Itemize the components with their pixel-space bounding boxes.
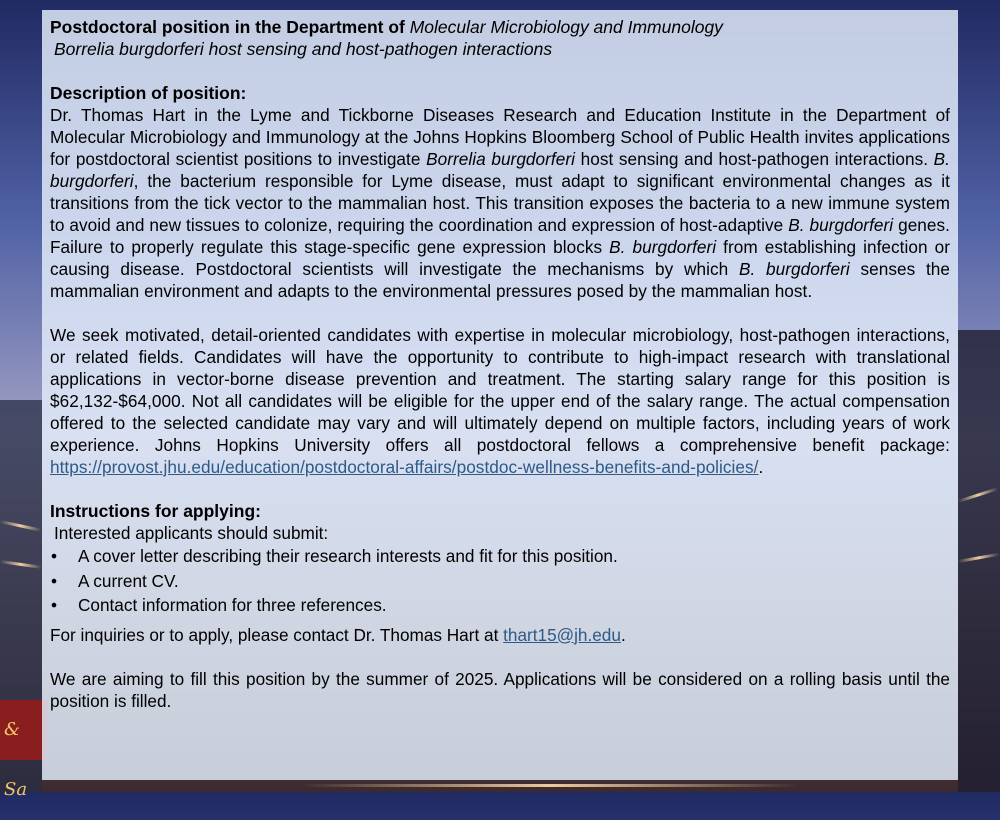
species-name: B. burgdorferi xyxy=(609,237,717,257)
closing-paragraph: We are aiming to fill this position by the summer of 2025. Applications will be considered on a rolling basis until the position is filled. xyxy=(50,668,950,711)
contact-email-link[interactable]: thart15@jh.edu xyxy=(503,624,621,645)
description-paragraph xyxy=(50,104,950,302)
contact-line: For inquiries or to apply, please contact Dr. Thomas Hart at thart15@jh.edu. xyxy=(50,624,626,645)
species-name: B. burgdorferi xyxy=(738,259,850,279)
description-text: Dr. Thomas Hart in the Lyme and Tickborne Diseases Research and Education Institute in the Department of Molecular Microbiology and Immunology at the Johns Hopkins Bloomberg School of Public Health invites applications for postdoctoral scientist positions to investigate xyxy=(50,105,950,169)
description-text: from establishing infection or causing disease. Postdoctoral scientists will investigate the mechanisms by which xyxy=(50,237,950,279)
job-posting-panel xyxy=(42,10,958,780)
description-text: senses the mammalian environment and adapts to the environmental pressures posed by the mammalian host. xyxy=(50,259,950,301)
species-name: B. burgdorferi xyxy=(50,149,950,191)
list-item: • Contact information for three references. xyxy=(78,593,950,618)
description-heading: Description of position: xyxy=(50,83,247,103)
benefits-link[interactable]: https://provost.jhu.edu/education/postdoctoral-affairs/postdoc-wellness-benefits-and-policies/ xyxy=(50,457,759,477)
description-text: host sensing and host-pathogen interactions. xyxy=(575,149,934,169)
storefront-sign: & Sa xyxy=(0,700,48,760)
list-item: • A cover letter describing their research interests and fit for this position. xyxy=(78,544,950,569)
species-name: Borrelia burgdorferi xyxy=(426,149,575,169)
posting-subtitle: Borrelia burgdorferi host sensing and host-pathogen interactions xyxy=(54,39,553,59)
list-item: • A current CV. xyxy=(78,569,950,594)
requirements-paragraph: We seek motivated, detail-oriented candidates with expertise in molecular microbiology, host-pathogen interactions, or related fields. Candidates will have the opportunity to contribute to high-impact research with translational applications in vector-borne disease prevention and treatment. The starting salary range for this position is $62,132-$64,000. Not all candidates will be eligible for the upper end of the salary range. The actual compensation offered to the selected candidate may vary and will ultimately depend on multiple factors, including years of work experience. Johns Hopkins University offers all postdoctoral fellows a comprehensive benefit package: https://provost.jhu.edu/education/postdoctoral-affairs/postdoc-wellness-benefits-and-policies/. xyxy=(50,325,950,477)
posting-title: Postdoctoral position in the Department of Molecular Microbiology and Immunology xyxy=(50,17,723,37)
submission-list xyxy=(50,544,950,618)
description-text: genes. Failure to properly regulate this stage-specific gene expression blocks xyxy=(50,215,950,257)
instructions-heading: Instructions for applying: xyxy=(50,501,261,521)
description-text: , the bacterium responsible for Lyme disease, must adapt to significant environmental changes as it transitions from the tick vector to the mammalian host. This transition exposes the bacteria to a new immune system to avoid and new tissues to colonize, requiring the coordination and expression of host-adaptive xyxy=(50,171,950,235)
instructions-intro: Interested applicants should submit: xyxy=(54,523,329,543)
species-name: B. burgdorferi xyxy=(788,215,894,235)
